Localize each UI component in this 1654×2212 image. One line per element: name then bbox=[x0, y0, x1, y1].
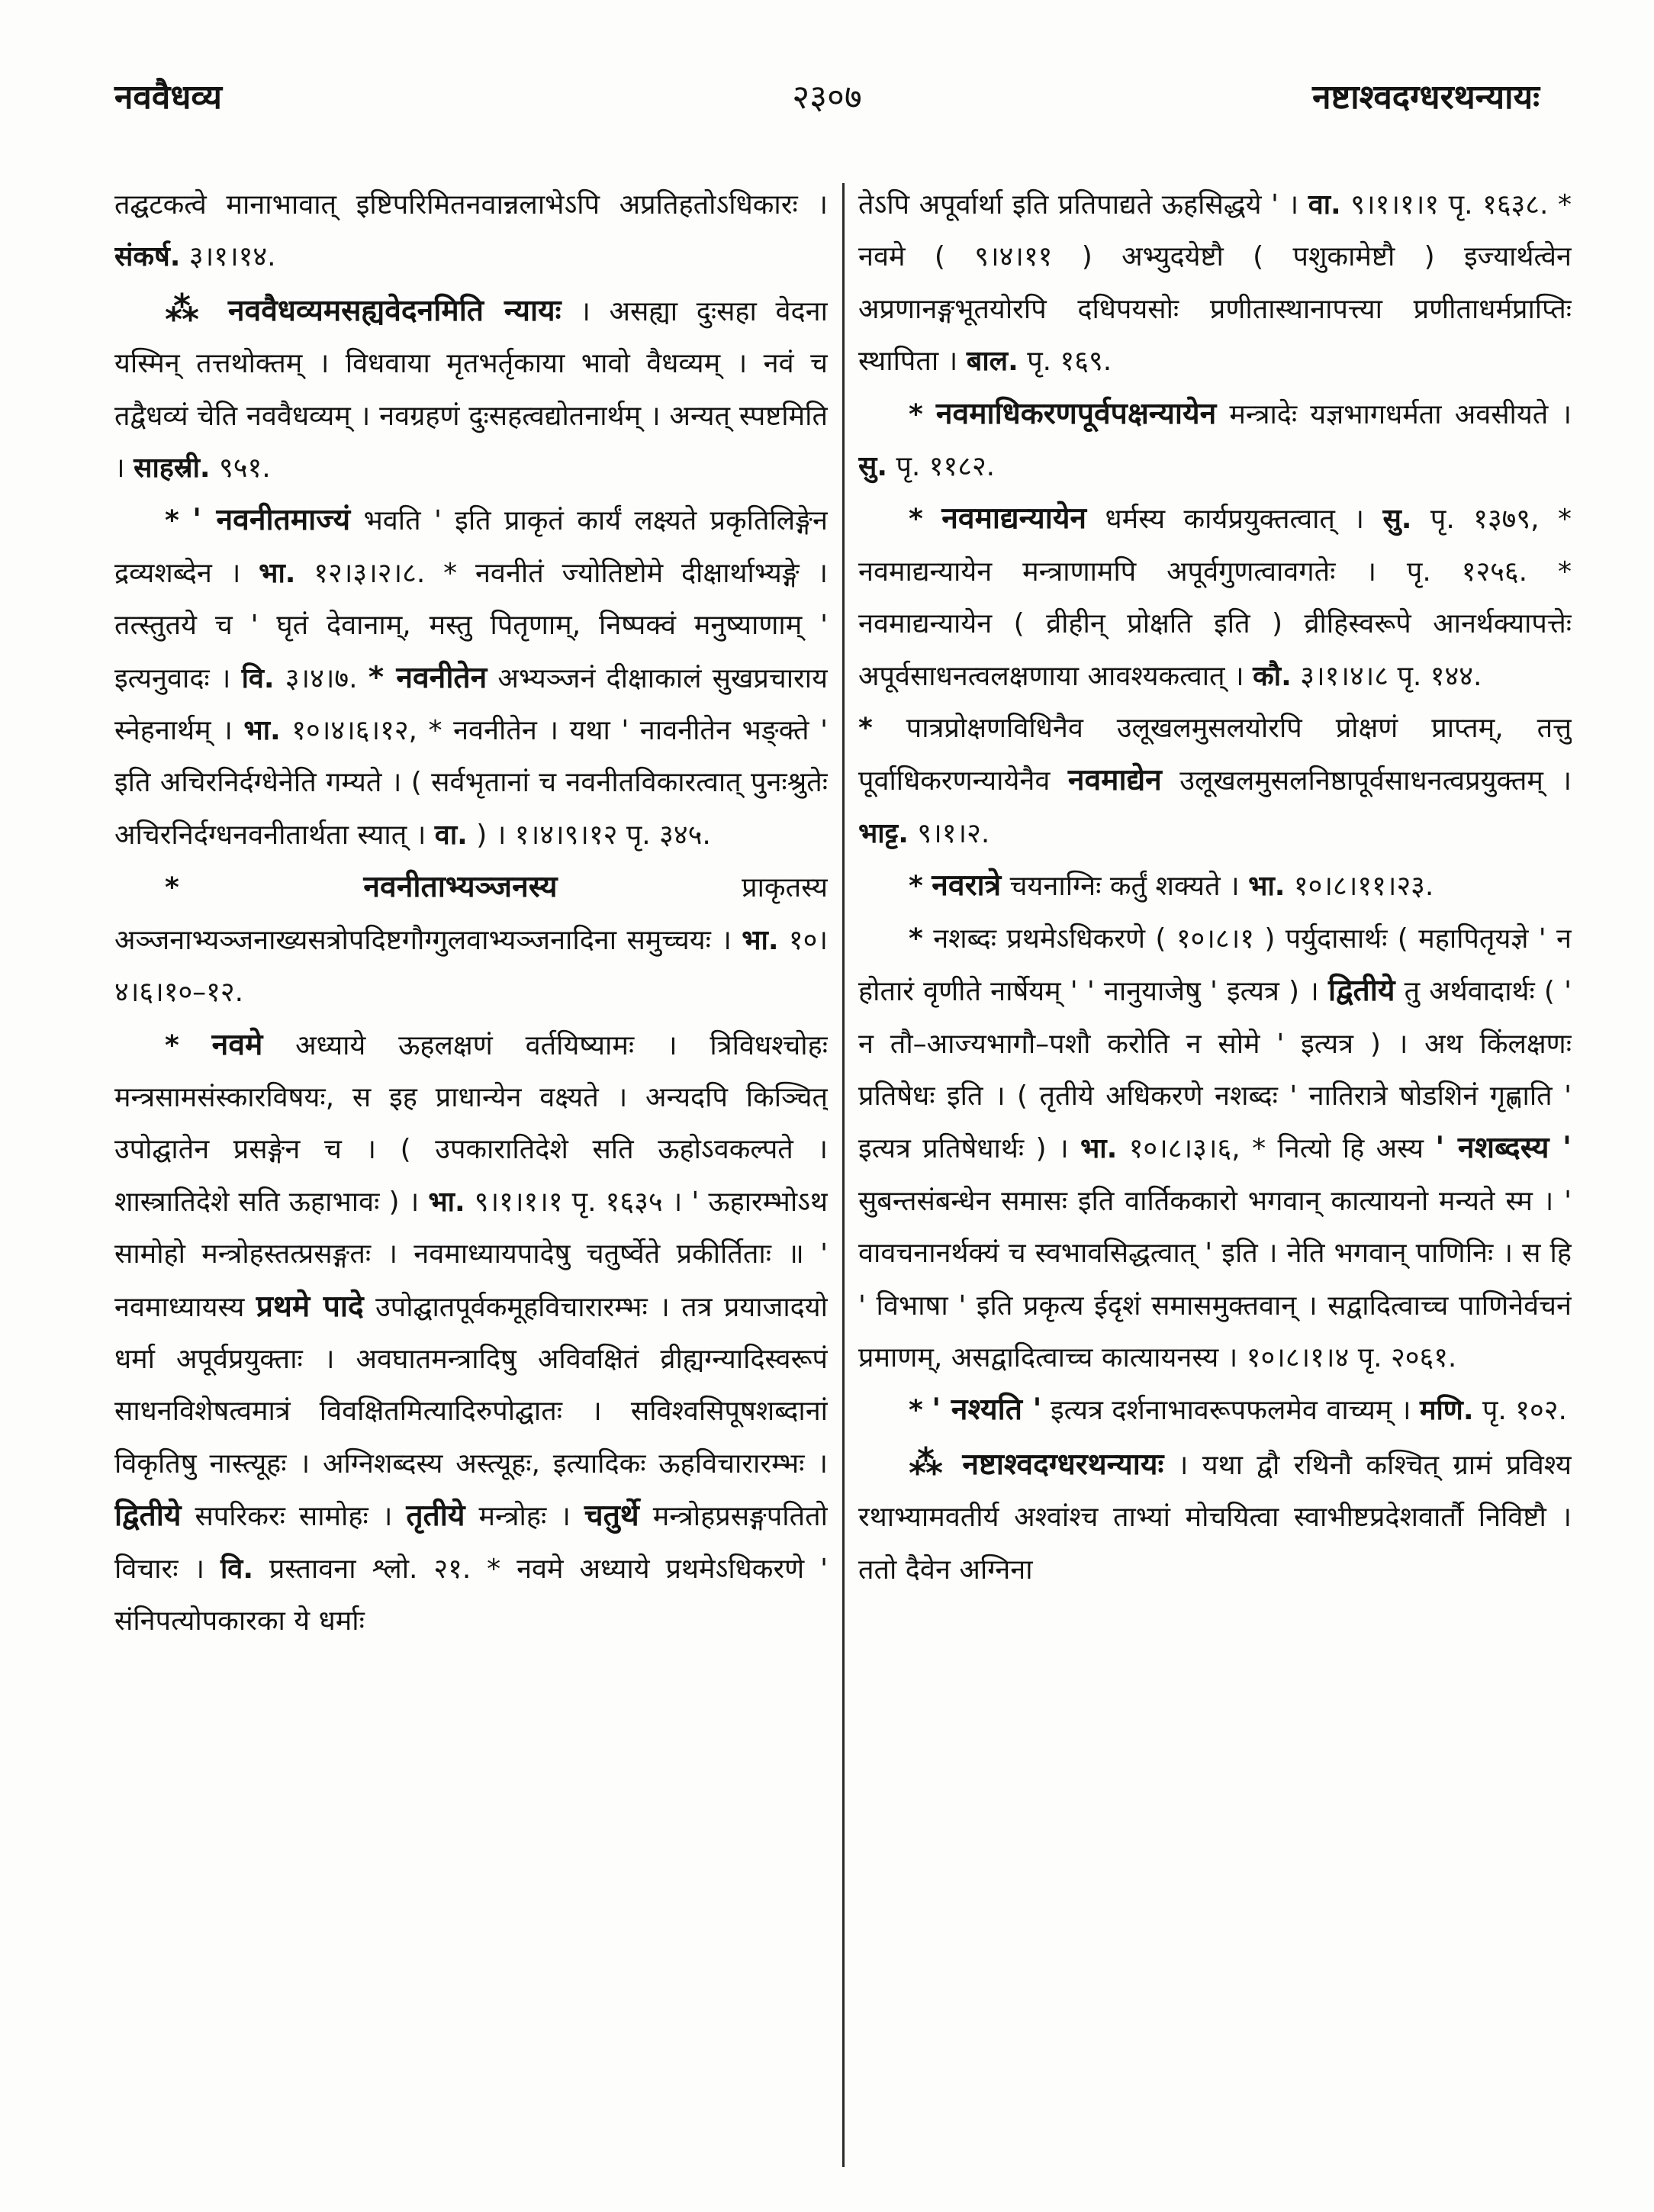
headword: नवमे bbox=[211, 1027, 263, 1062]
source-locator: ३।१।४।८ पृ. १४४. bbox=[1300, 660, 1482, 692]
source-ref: भा. bbox=[243, 715, 281, 747]
entry-text: * नवनीतेन । यथा ' नावनीतेन भङ्क्ते ' इति अचिरनिर्दग्धेनेति गम्यते । ( सर्वभृतानां च नवनीतविकारत्वात् पुनःश्रुतेः अचिरनिर्दग्धनवनीतार्थता स्यात् । bbox=[114, 715, 828, 851]
emphasis-text: द्वितीये bbox=[114, 1499, 182, 1534]
column-divider bbox=[842, 183, 845, 2167]
source-locator: १०।४।६।१२, bbox=[291, 715, 417, 747]
entry-text: पात्रप्रोक्षणविधिनैव उलूखलमुसलयोरपि प्रोक्षणं प्राप्तम्, तत्तु पूर्वाधिकरणन्यायेनैव bbox=[858, 713, 1572, 797]
source-ref: मणि. bbox=[1419, 1395, 1474, 1427]
entry-text: मन्त्रादेः यज्ञभागधर्मता अवसीयते । bbox=[1229, 398, 1572, 430]
headword: ' नश्यति ' bbox=[932, 1393, 1042, 1428]
asterisk-icon: * bbox=[909, 871, 923, 903]
entry-text: तु अर्थवादार्थः ( ' न तौ–आज्यभागौ–पशौ करोति न सोमे ' इत्यत्र ) । अथ किंलक्षणः प्रतिषेधः इति । ( तृतीये अधिकरणे नशब्दः ' नातिरात्रे षोडशिनं गृह्णाति ' इत्यत्र प्रतिषेधार्थः ) । bbox=[858, 976, 1572, 1165]
entry-text: मन्त्रोहप्रसङ्गपतितो विचारः । bbox=[114, 1501, 828, 1585]
headword: नवनीताभ्यञ्जनस्य bbox=[363, 870, 558, 905]
entry-text: अध्याये ऊहलक्षणं वर्तयिष्यामः । त्रिविधश्चोहः मन्त्रसामसंस्कारविषयः, स इह प्राधान्येन वक्ष्यते । अन्यदपि किञ्चित् उपोद्घातेन प्रसङ्गेन च । ( उपकारातिदेशे सति ऊहोऽवकल्पते । शास्त्रातिदेशे सति ऊहाभावः ) । bbox=[114, 1029, 828, 1218]
source-ref: सु. bbox=[1382, 504, 1412, 536]
entry-paragraph bbox=[114, 179, 828, 284]
maxim-glyph-icon: ⁂ bbox=[165, 289, 210, 329]
entry-paragraph bbox=[858, 179, 1572, 388]
asterisk-icon: * bbox=[858, 713, 873, 745]
source-ref: भा. bbox=[259, 557, 296, 589]
entry-text: भवति ' इति प्राकृतं कार्यं लक्ष्यते प्रकृतिलिङ्गेन द्रव्यशब्देन । bbox=[114, 505, 828, 589]
emphasis-text: तृतीये bbox=[406, 1499, 465, 1534]
source-ref: साहस्री. bbox=[134, 452, 211, 485]
entry-text: सपरिकरः सामोहः । bbox=[195, 1501, 393, 1533]
source-locator: पृ. १०२. bbox=[1482, 1395, 1567, 1427]
headword: ' नवनीतमाज्यं bbox=[192, 503, 351, 538]
source-locator: १२।३।२।८. bbox=[314, 557, 426, 589]
source-locator: १०।४।६।१०–१२. bbox=[114, 924, 828, 1009]
headword: नवमाधिकरणपूर्वपक्षन्यायेन bbox=[935, 396, 1217, 431]
source-locator: पृ. १६९. bbox=[1027, 346, 1112, 378]
entry-text: अभ्यञ्जनं दीक्षाकालं सुखप्रचाराय स्नेहनार्थम् । bbox=[114, 662, 828, 747]
source-locator: ९।१।१।१ पृ. १६३८. * नवमे ( ९।४।११ ) अभ्युदयेष्टौ ( पशुकामेष्टौ ) इज्यार्थत्वेन अप्रणानङ्गभूतयोरपि दधिपयसोः प्रणीतास्थानापत्त्या प्रणीताधर्मप्राप्तिः स्थापिता । bbox=[858, 189, 1572, 378]
source-locator: ३।४।७. bbox=[285, 662, 358, 694]
source-locator: पृ. १३७९, * नवमाद्यन्यायेन मन्त्राणामपि अपूर्वगुणत्वावगतेः । पृ. १२५६. * नवमाद्यन्यायेन ( व्रीहीन् प्रोक्षति इति ) व्रीहिस्वरूपे आनर्थक्यापत्तेः अपूर्वसाधनत्वलक्षणाया आवश्यकत्वात् । bbox=[858, 504, 1572, 692]
headword: नववैधव्यमसह्यवेदनमिति न्यायः bbox=[227, 293, 562, 328]
entry-text: । असह्या दुःसहा वेदना यस्मिन् तत्तथोक्तम् । विधवाया मृतभर्तृकाया भावो वैधव्यम् । नवं च तद्वैधव्यं चेति नववैधव्यम् । नवग्रहणं दुःसहत्वद्योतनार्थम् । अन्यत् स्पष्टमिति । bbox=[114, 295, 828, 485]
running-head-right: नष्टाश्वदग्धरथन्यायः bbox=[1312, 78, 1540, 117]
source-locator: १०।८।११।२३. bbox=[1293, 871, 1434, 903]
headword: * नवनीतेन bbox=[368, 660, 488, 695]
asterisk-icon: * bbox=[165, 505, 179, 537]
entry-text: नशब्दः प्रथमेऽधिकरणे ( १०।८।१ ) पर्युदासार्थः ( महापितृयज्ञे ' न होतारं वृणीते नार्षेयम् ' ' नानुयाजेषु ' इत्यत्र ) । bbox=[858, 922, 1572, 1008]
headword: नष्टाश्वदग्धरथन्यायः bbox=[962, 1447, 1164, 1482]
left-column bbox=[114, 179, 828, 2171]
emphasis-text: प्रथमे पादे bbox=[256, 1289, 364, 1324]
entry-paragraph bbox=[858, 913, 1572, 1385]
emphasis-text: नवमाद्येन bbox=[1067, 763, 1162, 798]
source-ref: संकर्ष. bbox=[114, 241, 181, 273]
emphasis-text: ' नशब्दस्य ' bbox=[1435, 1131, 1572, 1166]
right-column bbox=[858, 179, 1572, 2171]
maxim-glyph-icon: ⁂ bbox=[909, 1443, 948, 1483]
maxim-entry bbox=[114, 284, 828, 495]
source-locator: ९।१।२. bbox=[917, 817, 990, 849]
entry-text: सुबन्तसंबन्धेन समासः इति वार्तिककारो भगवान् कात्यायनो मन्यते स्म । ' वावचनानर्थक्यं च स्वभावसिद्धत्वात् ' इति । नेति भगवान् पाणिनिः । स हि ' विभाषा ' इति प्रकृत्य ईदृशं समासमुक्तवान् । सद्वादित्वाच्च पाणिनेर्वचनं प्रमाणम्, असद्वादित्वाच्च कात्यायनस्य । १०।८।१।४ पृ. २०६१. bbox=[858, 1185, 1572, 1373]
entry-text: * नवनीतं ज्योतिष्टोमे दीक्षार्थाभ्यङ्गे । तत्स्तुतये च ' घृतं देवानाम्, मस्तु पितृणाम्, निष्पक्वं मनुष्याणाम् ' इत्यनुवादः । bbox=[114, 557, 828, 694]
asterisk-icon: * bbox=[909, 504, 923, 536]
source-locator: ) । १।४।९।१२ पृ. ३४५. bbox=[476, 819, 711, 851]
entry-paragraph bbox=[114, 1019, 828, 1648]
entry-text: । यथा द्वौ रथिनौ कश्चित् ग्रामं प्रविश्य रथाभ्यामवतीर्य अश्वांश्च ताभ्यां मोचयित्वा स्वाभीष्टप्रदेशवार्तौ निविष्टौ । ततो दैवेन अग्निना bbox=[858, 1449, 1572, 1586]
asterisk-icon: * bbox=[165, 1029, 179, 1061]
entry-text: इत्यत्र दर्शनाभावरूपफलमेव वाच्यम् । bbox=[1050, 1395, 1411, 1427]
entry-text: प्रस्तावना श्लो. २१. * नवमे अध्याये प्रथमेऽधिकरणे ' संनिपत्योपकारका ये धर्माः bbox=[114, 1553, 828, 1637]
source-ref: वा. bbox=[1308, 189, 1341, 221]
headword: नवमाद्यन्यायेन bbox=[941, 501, 1087, 536]
entry-paragraph bbox=[114, 861, 828, 1019]
entry-paragraph bbox=[858, 1384, 1572, 1437]
entry-text: तेऽपि अपूर्वार्था इति प्रतिपाद्यते ऊहसिद्धये ' । bbox=[858, 189, 1299, 221]
asterisk-icon: * bbox=[909, 922, 923, 955]
asterisk-icon: * bbox=[165, 872, 179, 904]
entry-paragraph bbox=[858, 388, 1572, 494]
emphasis-text: द्वितीये bbox=[1327, 974, 1395, 1009]
headword: नवरात्रे bbox=[932, 868, 1002, 903]
entry-paragraph bbox=[858, 860, 1572, 913]
entry-text: उलूखलमुसलनिष्ठापूर्वसाधनत्वप्रयुक्तम् । bbox=[1179, 765, 1572, 797]
source-ref: भा. bbox=[1248, 871, 1286, 903]
maxim-entry bbox=[858, 1438, 1572, 1596]
source-ref: वि. bbox=[220, 1553, 254, 1585]
running-head bbox=[114, 72, 1540, 126]
source-ref: भा. bbox=[428, 1186, 465, 1218]
entry-text: चयनाग्निः कर्तुं शक्यते । bbox=[1009, 871, 1240, 903]
source-locator: पृ. ११८२. bbox=[896, 451, 996, 483]
entry-text: तद्घटकत्वे मानाभावात् इष्टिपरिमितनवान्नलाभेऽपि अप्रतिहतोऽधिकारः । bbox=[114, 189, 828, 221]
entry-text: मन्त्रोहः । bbox=[478, 1501, 571, 1533]
source-locator: ९।१।१।१ पृ. १६३५ । ' ऊहारम्भोऽथ सामोहो मन्त्रोहस्तत्प्रसङ्गतः । नवमाध्यायपादेषु चतुर्ष्वेते प्रकीर्तिताः ॥ ' नवमाध्यायस्य bbox=[114, 1186, 828, 1323]
asterisk-icon: * bbox=[909, 1395, 923, 1427]
entry-text: उपोद्घातपूर्वकमूहविचारारम्भः । तत्र प्रयाजादयो धर्मा अपूर्वप्रयुक्ताः । अवघातमन्त्रादिषु अविवक्षितं व्रीह्यग्न्यादिस्वरूपं साधनविशेषत्वमात्रं विवक्षितमित्यादिरुपोद्घातः । सविश्वसिपूषशब्दानां विकृतिषु नास्त्यूहः । अग्निशब्दस्य अस्त्यूहः, इत्यादिकः ऊहविचारारम्भः । bbox=[114, 1291, 828, 1479]
asterisk-icon: * bbox=[909, 398, 923, 430]
entry-text: धर्मस्य कार्यप्रयुक्तत्वात् । bbox=[1105, 504, 1365, 536]
source-ref: वा. bbox=[434, 819, 468, 851]
source-ref: सु. bbox=[858, 451, 888, 483]
source-locator: १०।८।३।६, * नित्यो हि अस्य bbox=[1128, 1133, 1424, 1165]
source-ref: भाट्ट. bbox=[858, 817, 909, 849]
entry-paragraph bbox=[858, 493, 1572, 703]
source-locator: ३।१।१४. bbox=[188, 241, 276, 273]
source-ref: बाल. bbox=[966, 346, 1018, 378]
source-ref: कौ. bbox=[1253, 660, 1292, 692]
source-ref: भा. bbox=[742, 924, 779, 956]
source-ref: वि. bbox=[241, 662, 275, 694]
running-head-left: नववैधव्य bbox=[114, 78, 222, 117]
emphasis-text: चतुर्थे bbox=[584, 1499, 639, 1534]
entry-paragraph bbox=[114, 494, 828, 861]
source-ref: भा. bbox=[1080, 1133, 1118, 1165]
page-number: २३०७ bbox=[792, 78, 862, 117]
entry-paragraph bbox=[858, 703, 1572, 860]
entry-text: प्राकृतस्य अञ्जनाभ्यञ्जनाख्यसत्रोपदिष्टगौग्गुलवाभ्यञ्जनादिना समुच्चयः । bbox=[114, 872, 828, 956]
source-locator: ९५१. bbox=[219, 452, 271, 485]
